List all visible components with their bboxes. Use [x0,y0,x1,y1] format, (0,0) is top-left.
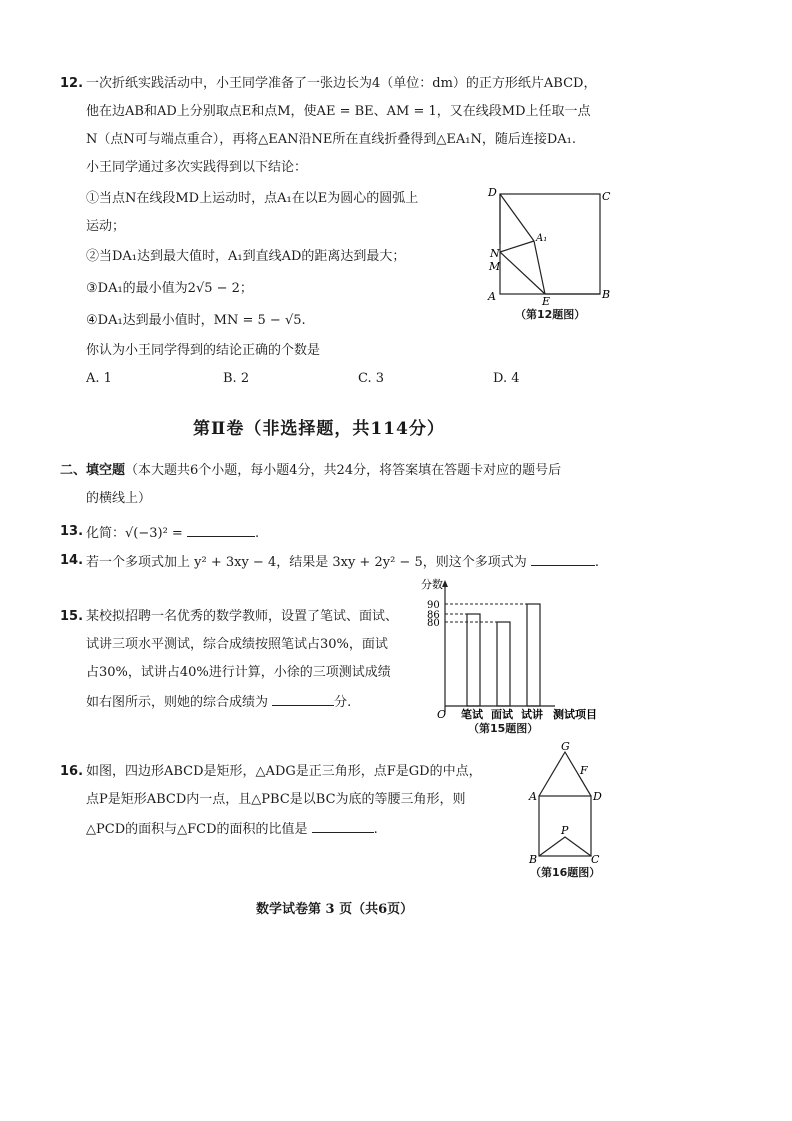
q12-line2: 他在边AB和AD上分别取点E和点M，使AE = BE、AM = 1，又在线段MD上任取一点 [86,104,591,119]
bar-3 [527,604,540,706]
x-tick-label-2: 面试 [491,708,513,721]
y-tick-label-2: 86 [427,610,440,621]
q14-answer-blank[interactable] [531,553,595,566]
section2-header [60,463,561,479]
q14-text: 若一个多项式加上 y² + 3xy − 4，结果是 3xy + 2y² − 5，则这个多项式为 [86,555,527,570]
x-tick-label-3: 试讲 [521,708,543,721]
square-abcd [500,194,600,294]
q12-conclusion-1b: 运动； [86,219,126,234]
q16-line1: 如图，四边形ABCD是矩形，△ADG是正三角形，点F是GD的中点， [86,764,482,779]
label-g: G [561,742,570,753]
q15-bar-chart [415,578,615,728]
q12-number: 12. [60,76,84,91]
q12-conclusion-2: ②当DA₁达到最大值时，A₁到直线AD的距离达到最大； [86,249,406,264]
q15-line4 [86,693,351,711]
label-p: P [561,824,569,837]
q15-number: 15. [60,609,84,624]
label-b: B [602,288,611,301]
q12-option-c: C. 3 [358,371,385,386]
q16-line3 [86,820,378,838]
q14-number: 14. [60,553,84,568]
origin-label: O [437,708,447,721]
q16-figure [528,742,608,866]
q16-figure-caption: （第16题图） [530,866,601,879]
q15-line3: 占30%，试讲占40%进行计算，小徐的三项测试成绩 [86,665,391,680]
q15-end: 分. [334,695,352,710]
q12-line1: 一次折纸实践活动中，小王同学准备了一张边长为4（单位：dm）的正方形纸片ABCD， [86,76,597,91]
q16-line2: 点P是矩形ABCD内一点，且△PBC是以BC为底的等腰三角形，则 [86,792,466,807]
q12-question: 你认为小王同学得到的结论正确的个数是 [86,343,321,358]
x-tick-label-1: 笔试 [461,708,483,721]
q15-line2: 试讲三项水平测试，综合成绩按照笔试占30%，面试 [86,637,388,652]
q14-end: . [594,555,599,570]
q13-number: 13. [60,524,84,539]
section2-desc2: 的横线上） [86,491,152,506]
label-m: M [489,260,501,273]
q16-line3-text: △PCD的面积与△FCD的面积的比值是 [86,822,308,837]
q16-number: 16. [60,764,84,779]
y-tick-label-1: 80 [427,618,440,629]
triangle-pbc [539,837,591,856]
label-f: F [580,764,588,777]
q14 [86,553,599,571]
label-a: A [488,290,496,303]
label-a: A [529,790,537,803]
section2-desc1: （本大题共6个小题，每小题4分，共24分，将答案填在答题卡对应的题号后 [125,463,562,478]
q15-line4-text: 如右图所示，则她的综合成绩为 [86,695,269,710]
q12-conclusion-4: ④DA₁达到最小值时，MN = 5 − √5. [86,313,306,328]
bar-1 [467,614,480,706]
y-tick-label-3: 90 [427,600,440,611]
x-axis-label: 测试项目 [553,708,597,721]
section2-title: 第Ⅱ卷（非选择题，共114分） [193,419,445,439]
q13-text: 化简：√(−3)² = [86,526,183,541]
label-c: C [602,190,611,203]
label-b: B [529,853,538,866]
q13-answer-blank[interactable] [187,524,255,537]
q12-option-b: B. 2 [223,371,250,386]
q12-figure-caption: （第12题图） [515,308,586,321]
y-axis-label: 分数 [421,578,443,591]
bar-2 [497,622,510,706]
q12-line4: 小王同学通过多次实践得到以下结论： [86,160,308,175]
q12-option-d: D. 4 [493,371,520,386]
q12-option-a: A. 1 [86,371,112,386]
q15-line1: 某校拟招聘一名优秀的数学教师，设置了笔试、面试、 [86,609,399,624]
section2-heading: 二、填空题 [60,463,126,478]
q12-figure [482,184,612,324]
q16-end: . [373,822,378,837]
label-e: E [542,295,551,308]
q16-answer-blank[interactable] [312,820,374,833]
q12-conclusion-3: ③DA₁的最小值为2√5 − 2； [86,281,253,296]
label-d: D [593,790,602,803]
label-c: C [591,853,600,866]
q12-conclusion-1a: ①当点N在线段MD上运动时，点A₁在以E为圆心的圆弧上 [86,191,419,206]
q12-line3: N（点N可与端点重合），再将△EAN沿NE所在直线折叠得到△EA₁N，随后连接DA₁. [86,132,576,147]
page-footer: 数学试卷第 3 页（共6页） [256,902,414,917]
q13 [86,524,259,542]
q15-figure-caption: （第15题图） [468,722,539,735]
q13-end: . [254,526,260,541]
label-a1: A₁ [536,233,548,244]
label-n: N [490,247,500,260]
q15-answer-blank[interactable] [272,693,334,706]
label-d: D [488,186,497,199]
